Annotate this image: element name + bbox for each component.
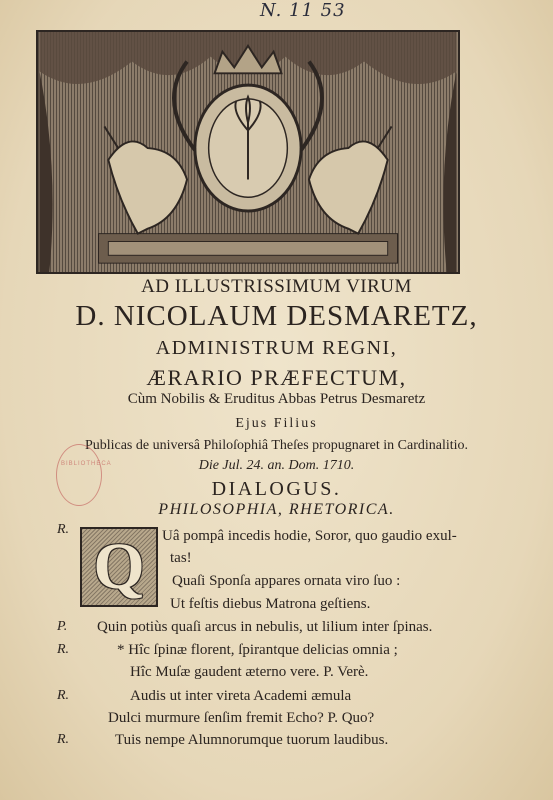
verse-line: Hîc Muſæ gaudent æterno vere. P. Verè. (130, 664, 369, 680)
title-line-2: D. NICOLAUM DESMARETZ, (75, 300, 478, 332)
verse-line: Quaſi Sponſa appares ornata viro ſuo : (172, 573, 401, 589)
initial-letter: Q (93, 530, 145, 603)
dialogue-heading: DIALOGUS. (211, 478, 342, 500)
verse-line: Ut feſtis diebus Matrona geſtiens. (170, 596, 371, 612)
speaker-label: R. (57, 732, 70, 747)
filius-line: Ejus Filius (235, 416, 318, 431)
verse-line: Quin potiùs quaſi arcus in nebulis, ut lilium inter ſpinas. (97, 619, 433, 635)
dialogue-subheading: PHILOSOPHIA, RHETORICA. (158, 501, 395, 518)
speaker-label: R. (57, 688, 70, 703)
decorated-initial (80, 527, 158, 607)
title-line-3: ADMINISTRUM REGNI, (155, 337, 398, 359)
title-line-4: ÆRARIO PRÆFECTUM, (146, 365, 407, 390)
engraved-headpiece (36, 30, 460, 274)
dedication-line: Cùm Nobilis & Eruditus Abbas Petrus Desmaretz (127, 391, 426, 407)
verse-line: Uâ pompâ incedis hodie, Soror, quo gaudio exul- (162, 528, 457, 544)
stamp-text: BIBLIOTHECA (61, 461, 112, 467)
theses-line: Publicas de universâ Philoſophiâ Theſes propugnaret in Cardinalitio. (84, 438, 469, 453)
verse-line: Audis ut inter vireta Academi æmula (130, 688, 352, 704)
verse-line: Dulci murmure ſenſim fremit Echo? P. Quo? (108, 710, 375, 726)
date-line: Die Jul. 24. an. Dom. 1710. (198, 458, 355, 473)
verse-line: * Hîc ſpinæ florent, ſpirantque delicias omnia ; (117, 642, 398, 658)
verse-line: tas! (170, 550, 192, 566)
verse-line: Tuis nempe Alumnorumque tuorum laudibus. (115, 732, 389, 748)
speaker-label: R. (57, 522, 70, 537)
handwritten-inscription: N. 11 53 (260, 0, 346, 21)
speaker-label: P. (57, 619, 68, 634)
headpiece-illustration (38, 32, 458, 272)
speaker-label: R. (57, 642, 70, 657)
library-stamp (56, 444, 112, 506)
title-line-1: AD ILLUSTRISSIMUM VIRUM (141, 276, 412, 297)
